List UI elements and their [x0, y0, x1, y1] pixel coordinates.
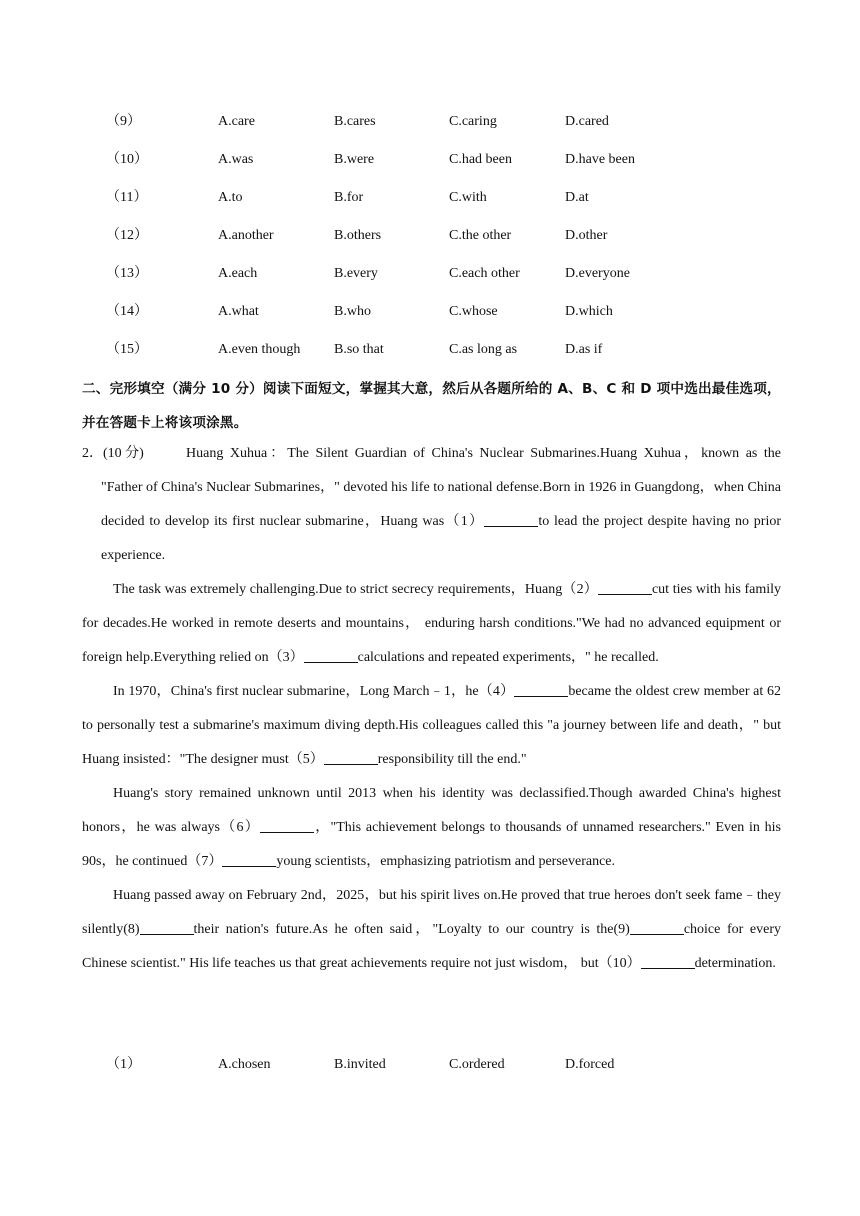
passage-text: young scientists，emphasizing patriotism and perseverance.: [276, 854, 616, 869]
options-row-9: [0, 112, 860, 132]
blank-line: [514, 682, 568, 697]
option-b: B.were: [334, 152, 375, 167]
option-c: C.each other: [449, 266, 520, 281]
option-c: C.caring: [449, 114, 497, 129]
question-number: （9）: [106, 114, 141, 129]
question-number: （1）: [106, 1057, 141, 1072]
options-row-13: [0, 264, 860, 284]
option-a: A.to: [218, 190, 243, 205]
passage-text: Huang passed away on February 2nd，2025，but his spirit lives on.He proved that true heroes don't seek fame﹣they silently(8): [82, 888, 781, 937]
blank-line: [140, 920, 194, 935]
option-c: C.whose: [449, 304, 498, 319]
option-b: B.so that: [334, 342, 384, 357]
option-a: A.another: [218, 228, 274, 243]
passage-paragraph-2: [82, 573, 781, 675]
option-d: D.have been: [565, 152, 635, 167]
option-b: B.who: [334, 304, 371, 319]
passage-text: In 1970，China's first nuclear submarine，Long March﹣1，he（4）: [113, 684, 515, 699]
question-number: （15）: [106, 342, 148, 357]
option-d: D.forced: [565, 1057, 615, 1072]
blank-line: [222, 852, 276, 867]
option-d: D.at: [565, 190, 589, 205]
option-d: D.cared: [565, 114, 609, 129]
option-d: D.which: [565, 304, 613, 319]
blank-line: [260, 818, 314, 833]
passage-paragraph-1: [82, 437, 781, 573]
option-c: C.as long as: [449, 342, 518, 357]
option-c: C.had been: [449, 152, 512, 167]
blank-line: [641, 954, 695, 969]
question-number: （14）: [106, 304, 148, 319]
passage-paragraph-5: [82, 879, 781, 981]
passage-text: calculations and repeated experiments，" he recalled.: [357, 650, 659, 665]
question-number: （11）: [106, 190, 148, 205]
question-number: （13）: [106, 266, 148, 281]
blank-line: [630, 920, 684, 935]
options-row-15: [0, 340, 860, 360]
passage-text: to lead the project despite having no prior experience.: [101, 514, 781, 563]
option-a: A.what: [218, 304, 259, 319]
blank-line: [598, 580, 652, 595]
blank-line: [304, 648, 358, 663]
option-a: A.was: [218, 152, 254, 167]
option-c: C.the other: [449, 228, 512, 243]
cloze-passage: [82, 437, 781, 981]
option-b: B.cares: [334, 114, 376, 129]
passage-paragraph-4: [82, 777, 781, 879]
option-b: B.every: [334, 266, 378, 281]
option-a: A.care: [218, 114, 255, 129]
question-number: （12）: [106, 228, 148, 243]
options-row-11: [0, 188, 860, 208]
passage-text: responsibility till the end.": [377, 752, 527, 767]
passage-text: their nation's future.As he often said，"Loyalty to our country is the(9): [193, 922, 630, 937]
option-b: B.invited: [334, 1057, 386, 1072]
options-row-14: [0, 302, 860, 322]
passage-text: determination.: [694, 956, 776, 971]
option-d: D.other: [565, 228, 608, 243]
passage-paragraph-3: [82, 675, 781, 777]
option-d: D.as if: [565, 342, 603, 357]
question-label: 2．(10 分): [82, 446, 144, 461]
passage-text: cut ties with his family for decades.He worked in remote deserts and mountains， enduring harsh conditions."We had no advanced equipment or foreign help.Everything relied on（3）: [82, 582, 782, 665]
options-row-12: [0, 226, 860, 246]
option-a: A.even though: [218, 342, 301, 357]
option-a: A.each: [218, 266, 258, 281]
question-number: （10）: [106, 152, 148, 167]
option-b: B.for: [334, 190, 364, 205]
options-row-10: [0, 150, 860, 170]
blank-line: [484, 512, 538, 527]
blank-line: [324, 750, 378, 765]
option-c: C.ordered: [449, 1057, 505, 1072]
passage-text: Huang Xuhua：The Silent Guardian of China's Nuclear Submarines.Huang Xuhua，known as the "Father of China's Nuclear Submarines，" devoted his life to national defense.Born in 1926 in Guangdong，when China decided to develop its first nuclear submarine，Huang was（1）: [101, 446, 781, 529]
option-d: D.everyone: [565, 266, 630, 281]
section-heading: 二、完形填空（满分 10 分）阅读下面短文，掌握其大意，然后从各题所给的 A、B、C 和 D 项中选出最佳选项，并在答题卡上将该项涂黑。: [82, 381, 781, 431]
passage-text: ，"This achievement belongs to thousands of unnamed researchers." Even in his 90s，he continued（7）: [82, 820, 781, 869]
passage-text: The task was extremely challenging.Due to strict secrecy requirements，Huang（2）: [113, 582, 598, 597]
option-c: C.with: [449, 190, 487, 205]
passage-text: Huang's story remained unknown until 2013 when his identity was declassified.Though awarded China's highest honors，he was always（6）: [82, 786, 781, 835]
option-b: B.others: [334, 228, 382, 243]
passage-text: choice for every Chinese scientist." His life teaches us that great achievements require not just wisdom， but（10）: [82, 922, 781, 971]
option-a: A.chosen: [218, 1057, 271, 1072]
options-row-1: [0, 1055, 860, 1075]
passage-text: became the oldest crew member at 62 to personally test a submarine's maximum diving depth.His colleagues called this "a journey between life and death，" but Huang insisted："The designer must（5）: [82, 684, 781, 767]
